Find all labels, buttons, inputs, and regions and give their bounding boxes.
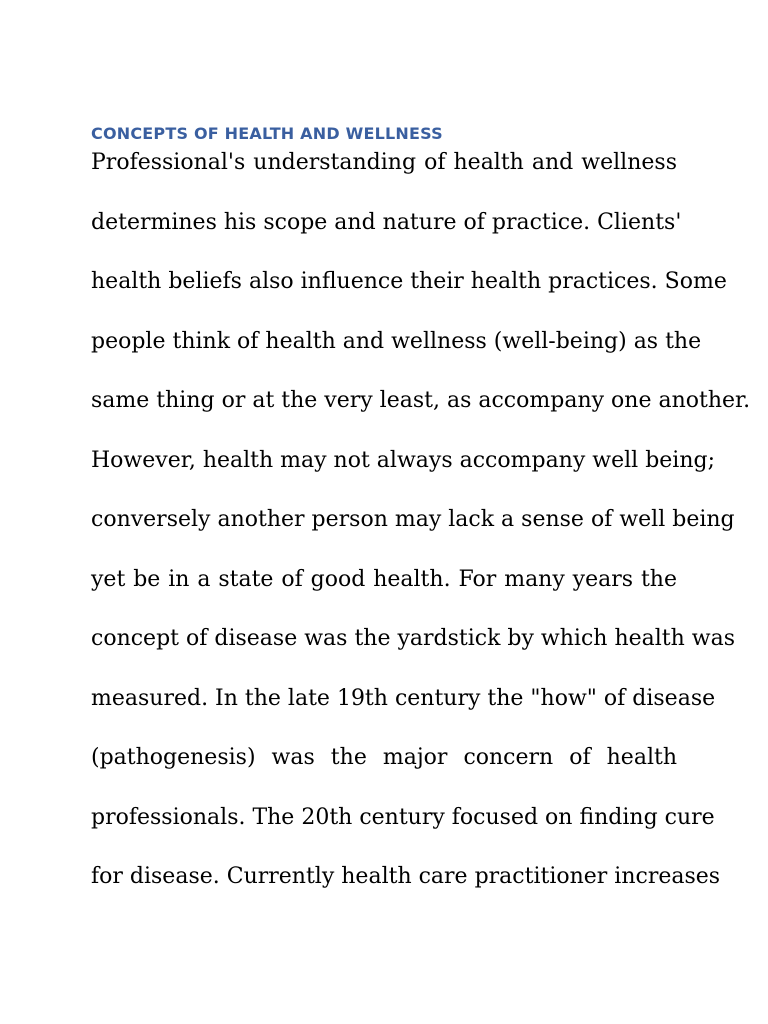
paragraph-line: professionals. The 20th century focused on finding cure: [91, 804, 715, 830]
paragraph-line: Professional's understanding of health and wellness: [91, 150, 677, 175]
paragraph-line: same thing or at the very least, as accompany one another.: [91, 388, 751, 413]
paragraph-line: yet be in a state of good health. For many years the: [91, 566, 677, 592]
body-paragraph: [91, 146, 751, 920]
paragraph-line: (pathogenesis) was the major concern of health: [91, 745, 677, 770]
section-heading: CONCEPTS OF HEALTH AND WELLNESS: [91, 124, 443, 143]
paragraph-line: concept of disease was the yardstick by which health was: [91, 626, 736, 651]
paragraph-line: health beliefs also influence their health practices. Some: [91, 269, 727, 294]
paragraph-line: people think of health and wellness (well-being) as the: [91, 328, 702, 354]
paragraph-line: However, health may not always accompany well being;: [91, 447, 715, 473]
paragraph-line: for disease. Currently health care practitioner increases: [91, 864, 721, 889]
paragraph-line: measured. In the late 19th century the "how" of disease: [91, 685, 716, 711]
paragraph-line: determines his scope and nature of practice. Clients': [91, 209, 682, 235]
paragraph-line: conversely another person may lack a sense of well being: [91, 507, 735, 532]
